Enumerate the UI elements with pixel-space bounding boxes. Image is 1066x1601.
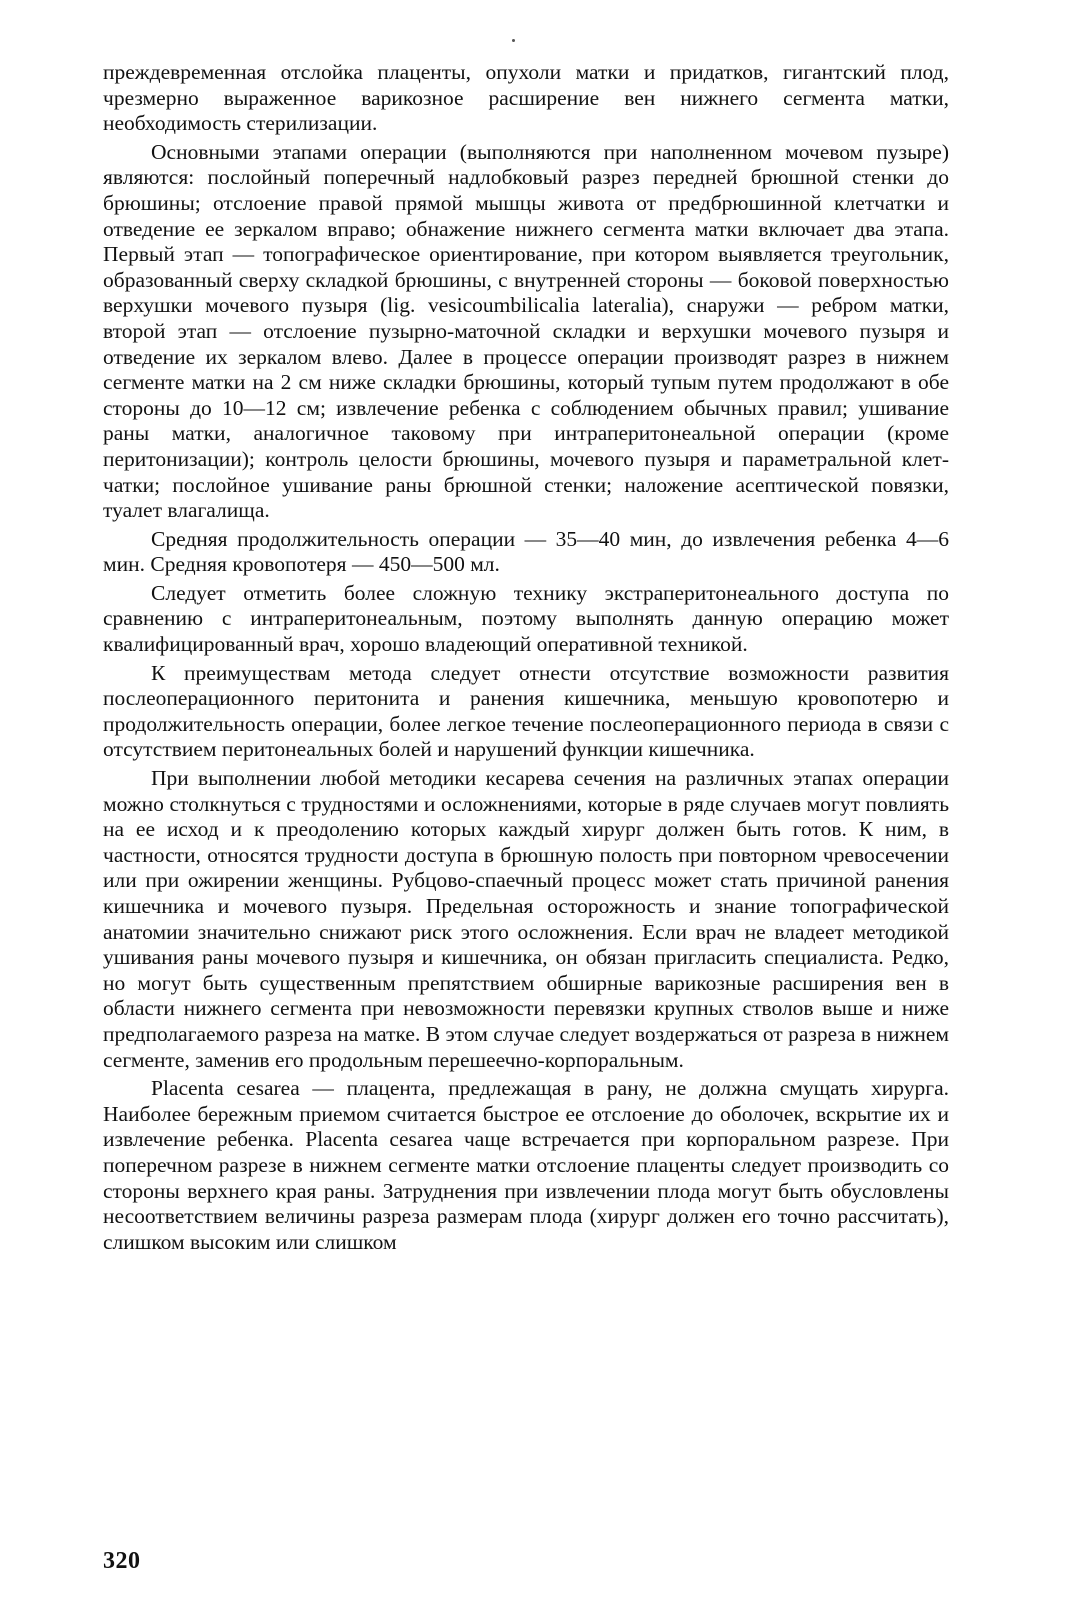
paragraph-technique: Следует отметить более сложную технику экстраперитонеального доступа по сравнению с интраперитонеальным, поэтому выполнять данную операцию может квалифицированный врач, хорошо владеющий оперативной техникой. — [103, 580, 949, 657]
paragraph-duration: Средняя продолжительность операции — 35—40 мин, до извлечения ребенка 4—6 мин. Средняя кровопотеря — 450—500 мл. — [103, 526, 949, 577]
paragraph-complications: При выполнении любой методики кесарева сечения на различных этапах операции можно столкнуться с трудностями и осложнениями, которые в ряде случаев могут повлиять на ее исход и к преодолению которых каждый хирург должен быть готов. К ним, в частности, относятся трудности доступа в брюшную полость при повторном чревосечении или при ожирении женщины. Рубцово-спаечный процесс может стать причиной ранения кишечника и мочевого пузыря. Предельная осторожность и знание топографической анатомии значительно снижают риск этого осложнения. Если врач не владеет методикой ушивания раны мочевого пузыря и кишечника, он обязан пригласить специалиста. Редко, но могут быть существенным препятствием обширные варикозные расширения вен в области нижнего сегмента при невозможности перевязки крупных стволов выше и ниже предполагаемого разреза на матке. В этом случае следует воздержаться от разреза в нижнем сегменте, заменив его продольным перешеечно-корпоральным. — [103, 766, 949, 1072]
paragraph-operation-stages: Основными этапами операции (выполняются при наполненном мочевом пузыре) являются: послойный поперечный надлобковый разрез передней брюшной стенки до брюшины; отслоение правой прямой мышцы живота от предбрюшинной клетчатки и отведение ее зеркалом вправо; обнажение нижнего сегмента матки включает два этапа. Первый этап — топографическое ориентирование, при котором выявляется треугольник, образованный сверху складкой брюшины, с внутренней стороны — боковой поверхностью верхушки мочевого пузыря (lig. vesicoumbilicalia lateralia), снаружи — ребром матки, второй этап — отслоение пузырно-маточной складки и верхушки мочевого пузыря и отведение их зеркалом влево. Далее в процессе операции производят разрез в нижнем сегменте матки на 2 см ниже складки брюшины, который тупым путем продолжают в обе стороны до 10—12 см; извлечение ребенка с соблюдением обычных правил; ушивание раны матки, аналогичное таковому при интраперитонеальной операции (кроме перитонизации); контроль целости брюшины, мочевого пузыря и параметральной клетчатки; послойное ушивание раны брюшной стенки; наложение асептической повязки, туалет влагалища. — [103, 139, 949, 523]
paragraph-continuation: преждевременная отслойка плаценты, опухоли матки и придатков, гигантский плод, чрезмерно выраженное варикозное расширение вен нижнего сегмента матки, необходимость стерилизации. — [103, 60, 949, 136]
body-text — [103, 60, 949, 1258]
print-speck — [512, 39, 515, 42]
paragraph-advantages: К преимуществам метода следует отнести отсутствие возможности развития послеоперационного перитонита и ранения кишечника, меньшую кровопотерю и продолжительность операции, более легкое течение послеоперационного периода в связи с отсутствием перитонеальных болей и нарушений функции кишечника. — [103, 660, 949, 762]
paragraph-placenta-cesarea: Placenta cesarea — плацента, предлежащая в рану, не должна смущать хирурга. Наиболее бережным приемом считается быстрое ее отслоение до оболочек, вскрытие их и извлечение ребенка. Placenta cesarea чаще встречается при корпоральном разрезе. При поперечном разрезе в нижнем сегменте матки отслоение плаценты следует производить со стороны верхнего края раны. Затруднения при извлечении плода могут быть обусловлены несоответствием величины разреза размерам плода (хирург должен его точно рассчитать), слишком высоким или слишком — [103, 1076, 949, 1254]
page-number: 320 — [103, 1548, 141, 1574]
